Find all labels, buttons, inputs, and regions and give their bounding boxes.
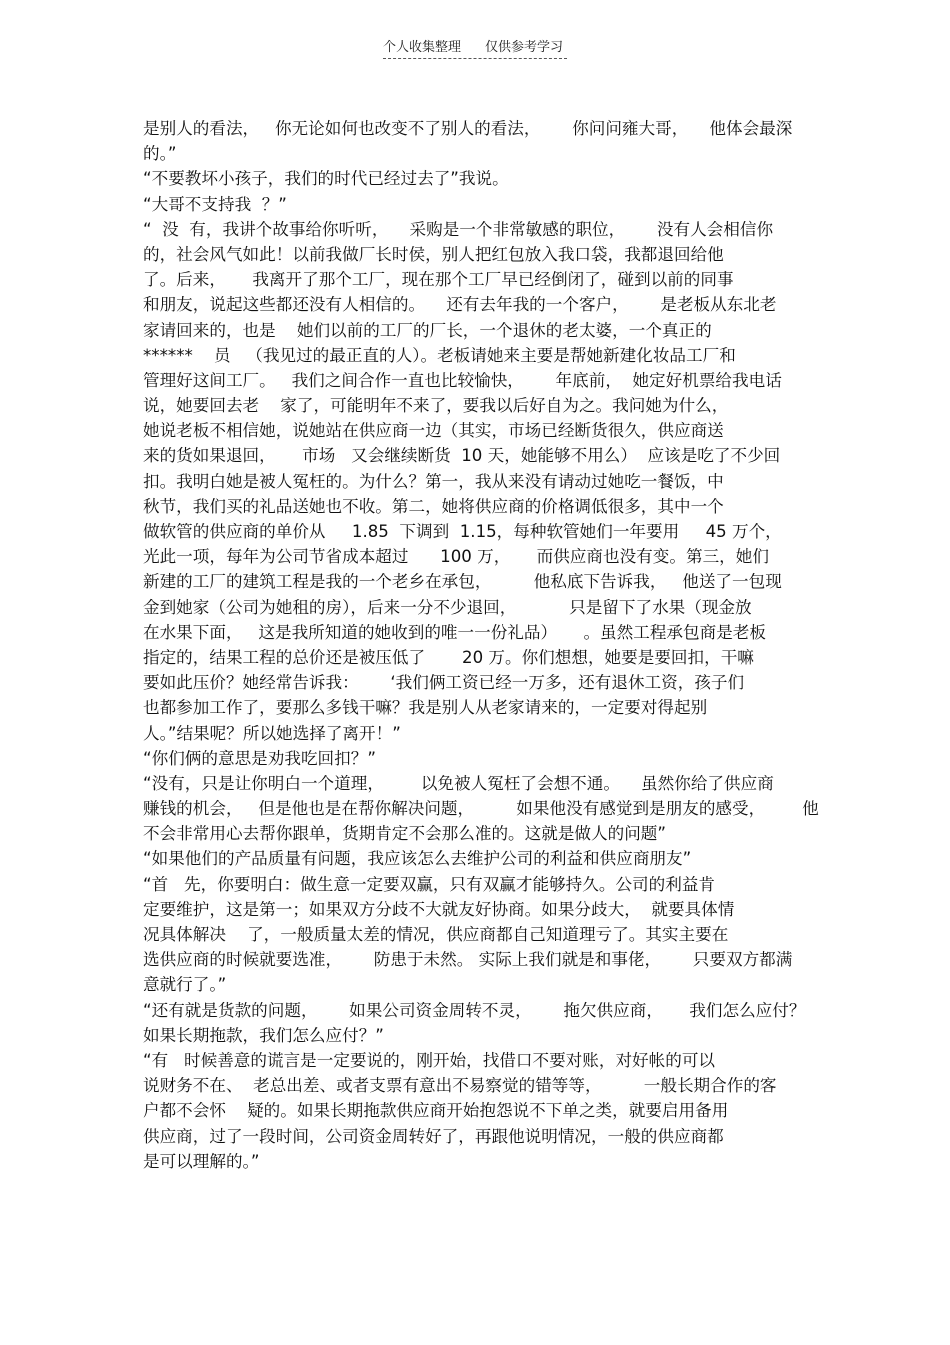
text-line: “ 没 有，我讲个故事给你听听， 采购是一个非常敏感的职位， 没有人会相信你 [143,219,774,239]
header-divider [383,58,567,59]
text-line: 要如此压价？她经常告诉我： ‘我们俩工资已经一万多，还有退休工资，孩子们 [143,673,745,693]
header-left-text: 个人收集整理 [383,40,462,55]
text-line: 新建的工厂的建筑工程是我的一个老乡在承包， 他私底下告诉我， 他送了一包现 [143,572,782,592]
text-line: 扣。我明白她是被人冤枉的。为什么？第一，我从来没有请动过她吃一餐饭，中 [143,471,724,491]
text-line: 的。” [143,144,177,164]
text-line: 来的货如果退回， 市场 又会继续断货 10 天，她能够不用么） 应该是吃了不少回 [143,446,781,466]
page-header [383,38,567,58]
text-line: 家请回来的，也是 她们以前的工厂的厂长，一个退休的老太婆，一个真正的 [143,320,712,340]
text-line: 意就行了。” [143,975,227,995]
text-line: 定要维护，这是第一；如果双方分歧不大就友好协商。如果分歧大， 就要具体情 [143,899,735,919]
body-text [143,116,823,1174]
text-line: 况具体解决 了，一般质量太差的情况，供应商都自己知道理亏了。其实主要在 [143,925,729,944]
text-line: “大哥不支持我 ？” [143,194,287,214]
text-line: “不要教坏小孩子，我们的时代已经过去了”我说。 [143,169,509,189]
text-line: 说财务不在、 老总出差、或者支票有意出不易察觉的错等等， 一般长期合作的客 [143,1076,777,1096]
text-line: 和朋友，说起这些都还没有人相信的。 还有去年我的一个客户， 是老板从东北老 [143,295,777,315]
text-line: 了。后来， 我离开了那个工厂，现在那个工厂早已经倒闭了，碰到以前的同事 [143,270,734,290]
text-line: 金到她家（公司为她租的房），后来一分不少退回， 只是留下了水果（现金放 [143,597,752,617]
text-line: 赚钱的机会， 但是他也是在帮你解决问题， 如果他没有感觉到是朋友的感受， 他 [143,799,819,819]
text-line: 不会非常用心去帮你跟单，货期肯定不会那么准的。这就是做人的问题” [143,824,667,844]
text-line: “首 先，你要明白：做生意一定要双赢，只有双赢才能够持久。公司的利益肯 [143,874,716,894]
text-line: 选供应商的时候就要选准， 防患于未然。 实际上我们就是和事佬， 只要双方都满 [143,950,793,970]
text-line: 她说老板不相信她，说她站在供应商一边（其实，市场已经断货很久，供应商送 [143,421,724,441]
text-line: 是可以理解的。” [143,1151,260,1171]
text-line: “有 时候善意的谎言是一定要说的，刚开始，找借口不要对账，对好帐的可以 [143,1050,716,1070]
text-line: “你们俩的意思是劝我吃回扣？” [143,748,376,768]
text-line: 的，社会风气如此！以前我做厂长时侯，别人把红包放入我口袋，我都退回给他 [143,244,724,264]
text-line: 户都不会怀 疑的。如果长期拖款供应商开始抱怨说不下单之类，就要启用备用 [143,1101,729,1121]
text-line: 也都参加工作了，要那么多钱干嘛？我是别人从老家请来的，一定要对得起别 [143,698,708,718]
text-line: 做软管的供应商的单价从 1.85 下调到 1.15，每种软管她们一年要用 45 万个， [143,522,782,541]
text-line: “还有就是货款的问题， 如果公司资金周转不灵， 拖欠供应商， 我们怎么应付？ [143,1000,806,1020]
text-line: “没有，只是让你明白一个道理， 以免被人冤枉了会想不通。 虽然你给了供应商 [143,773,774,793]
text-line: 指定的，结果工程的总价还是被压低了 20 万。你们想想，她要是要回扣，干嘛 [143,647,754,667]
text-line: 秋节，我们买的礼品送她也不收。第二，她将供应商的价格调低很多，其中一个 [143,496,724,516]
text-line: 供应商，过了一段时间，公司资金周转好了，再跟他说明情况，一般的供应商都 [143,1126,724,1146]
text-line: 说，她要回去老 家了，可能明年不来了，要我以后好自为之。我问她为什么， [143,396,729,416]
text-line: 在水果下面， 这是我所知道的她收到的唯一一份礼品） 。虽然工程承包商是老板 [143,622,766,642]
text-line: 是别人的看法， 你无论如何也改变不了别人的看法， 你问问雍大哥， 他体会最深 [143,119,793,138]
text-line: “如果他们的产品质量有问题，我应该怎么去维护公司的利益和供应商朋友” [143,849,692,869]
text-line: 人。”结果呢？所以她选择了离开！” [143,723,401,743]
text-line: 如果长期拖款，我们怎么应付？” [143,1025,384,1045]
text-line: ****** 员 （我见过的最正直的人）。老板请她来主要是帮她新建化妆品工厂和 [143,345,736,365]
header-right-text: 仅供参考学习 [485,40,564,55]
text-line: 光此一项，每年为公司节省成本超过 100 万， 而供应商也没有变。第三，她们 [143,547,769,567]
text-line: 管理好这间工厂。 我们之间合作一直也比较愉快， 年底前， 她定好机票给我电话 [143,370,782,390]
